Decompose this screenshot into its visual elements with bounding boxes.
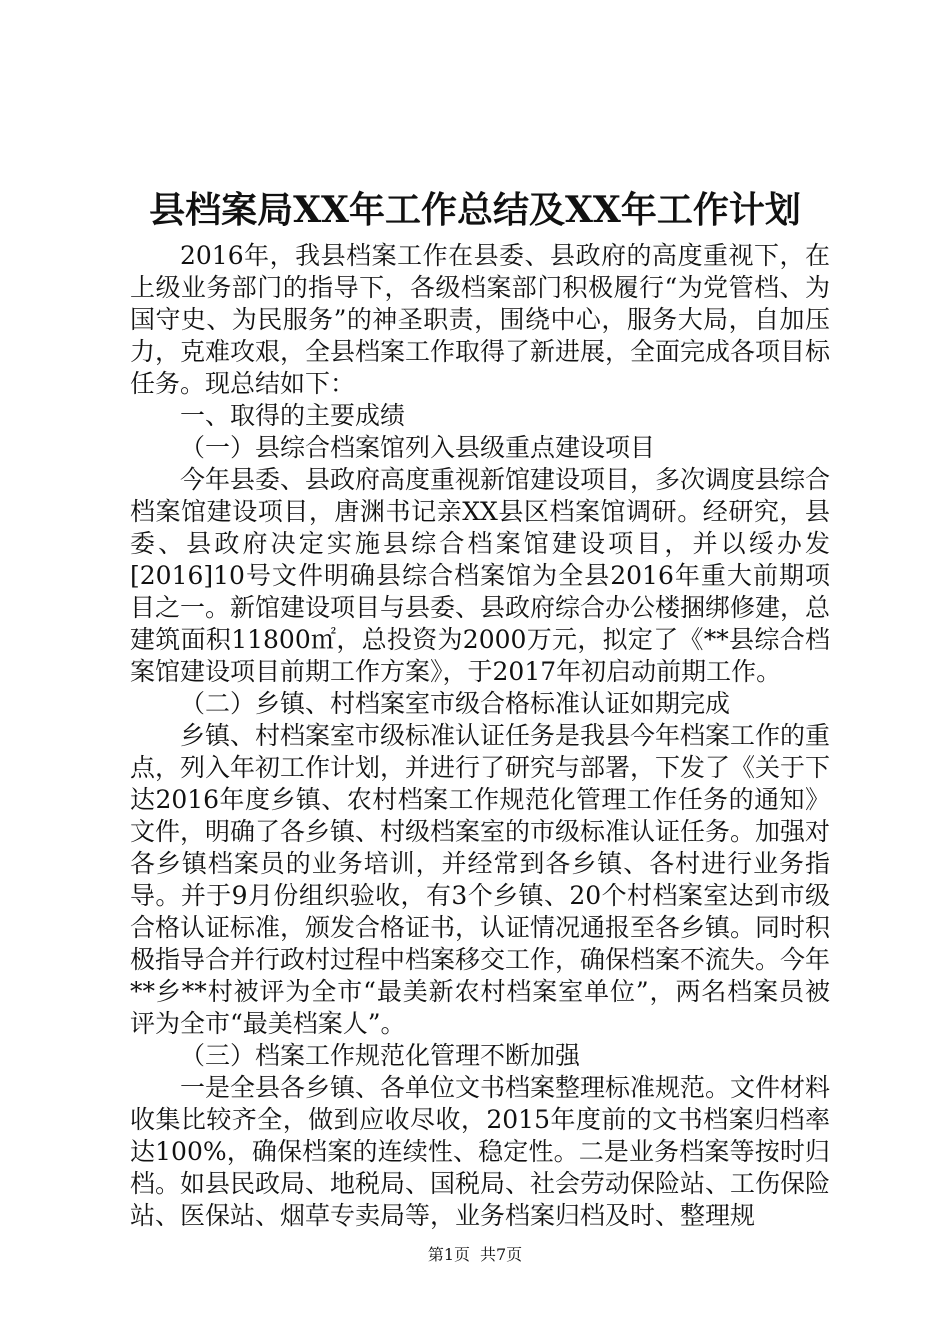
page-number: 第1页 [427,1245,470,1264]
subsection-heading: （二）乡镇、村档案室市级合格标准认证如期完成 [180,689,731,718]
body-paragraph: 乡镇、村档案室市级标准认证任务是我县今年档案工作的重点，列入年初工作计划，并进行了研究与部署，下发了《关于下达2016年度乡镇、农村档案工作规范化管理工作任务的通知》文件，明确了各乡镇、村级档案室的市级标准认证任务。加强对各乡镇档案员的业务培训，并经常到各乡镇、各村进行业务指导。并于9月份组织验收，有3个乡镇、20个村档案室达到市级合格认证标准，颁发合格证书，认证情况通报至各乡镇。同时积极指导合并行政村过程中档案移交工作，确保档案不流失。今年**乡**村被评为全市“最美新农村档案室单位”，两名档案员被评为全市“最美档案人”。 [130,721,831,1038]
body-paragraph: 一是全县各乡镇、各单位文书档案整理标准规范。文件材料收集比较齐全，做到应收尽收，2015年度前的文书档案归档率达100%，确保档案的连续性、稳定性。二是业务档案等按时归档。如县民政局、地税局、国税局、社会劳动保险站、工伤保险站、医保站、烟草专卖局等，业务档案归档及时、整理规 [130,1073,831,1230]
document-title: 县档案局XX年工作总结及XX年工作计划 [149,189,801,231]
body-paragraph: 今年县委、县政府高度重视新馆建设项目，多次调度县综合档案馆建设项目，唐渊书记亲XX县区档案馆调研。经研究，县委、县政府决定实施县综合档案馆建设项目，并以绥办发[2016]10号文件明确县综合档案馆为全县2016年重大前期项目之一。新馆建设项目与县委、县政府综合办公楼捆绑修建，总建筑面积11800㎡，总投资为2000万元，拟定了《**县综合档案馆建设项目前期工作方案》，于2017年初启动前期工作。 [130,465,831,686]
page-footer [0,1244,950,1266]
section-heading: 一、取得的主要成绩 [180,401,406,430]
page-total: 共7页 [480,1245,523,1264]
subsection-heading: （一）县综合档案馆列入县级重点建设项目 [180,433,656,462]
document-body [130,240,830,1232]
subsection-heading: （三）档案工作规范化管理不断加强 [180,1041,581,1070]
intro-paragraph: 2016年，我县档案工作在县委、县政府的高度重视下，在上级业务部门的指导下，各级档案部门积极履行“为党管档、为国守史、为民服务”的神圣职责，围绕中心，服务大局，自加压力，克难攻艰，全县档案工作取得了新进展，全面完成各项目标任务。现总结如下： [130,241,831,398]
